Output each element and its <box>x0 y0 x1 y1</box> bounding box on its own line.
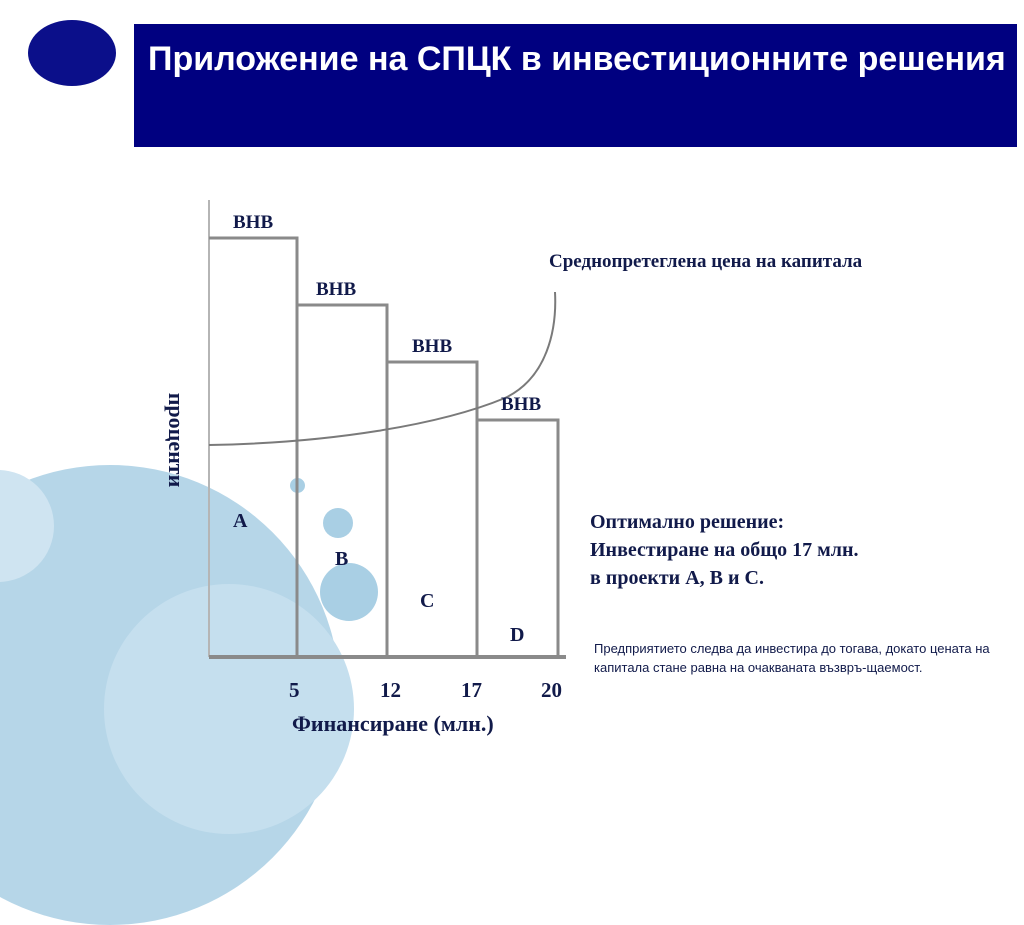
step-bar-b <box>297 305 387 657</box>
vnb-label-d: ВНВ <box>501 394 542 415</box>
x-tick-12: 12 <box>380 678 401 702</box>
vnb-label-c: ВНВ <box>412 336 453 357</box>
x-axis-label: Финансиране (млн.) <box>292 711 494 736</box>
optimal-solution-text <box>590 508 859 592</box>
optimal-solution-line-1: Оптимално решение: <box>590 511 785 533</box>
project-label-d: D <box>510 624 525 646</box>
x-tick-5: 5 <box>289 678 300 702</box>
step-bar-d <box>477 420 558 657</box>
x-tick-17: 17 <box>461 678 482 702</box>
vnb-label-b: ВНВ <box>316 279 357 300</box>
project-label-c: C <box>420 590 435 612</box>
optimal-solution-line-2: Инвестиране на общо 17 млн. <box>590 539 859 561</box>
investment-note: Предприятието следва да инвестира до тогава, докато цената на капитала стане равна на очакваната възвръ-щаемост. <box>594 641 990 675</box>
wacc-curve-label: Среднопретеглена цена на капитала <box>549 251 863 272</box>
step-bar-a <box>209 238 297 657</box>
y-axis-label: проценти <box>164 392 189 488</box>
x-tick-20: 20 <box>541 678 562 702</box>
project-label-a: A <box>233 510 248 532</box>
wacc-curve <box>209 292 555 445</box>
vnb-label-a: ВНВ <box>233 212 274 233</box>
slide-title: Приложение на СПЦК в инвестиционните решения <box>148 40 1006 78</box>
project-label-b: B <box>335 548 349 570</box>
optimal-solution-line-3: в проекти A, B и C. <box>590 567 764 589</box>
